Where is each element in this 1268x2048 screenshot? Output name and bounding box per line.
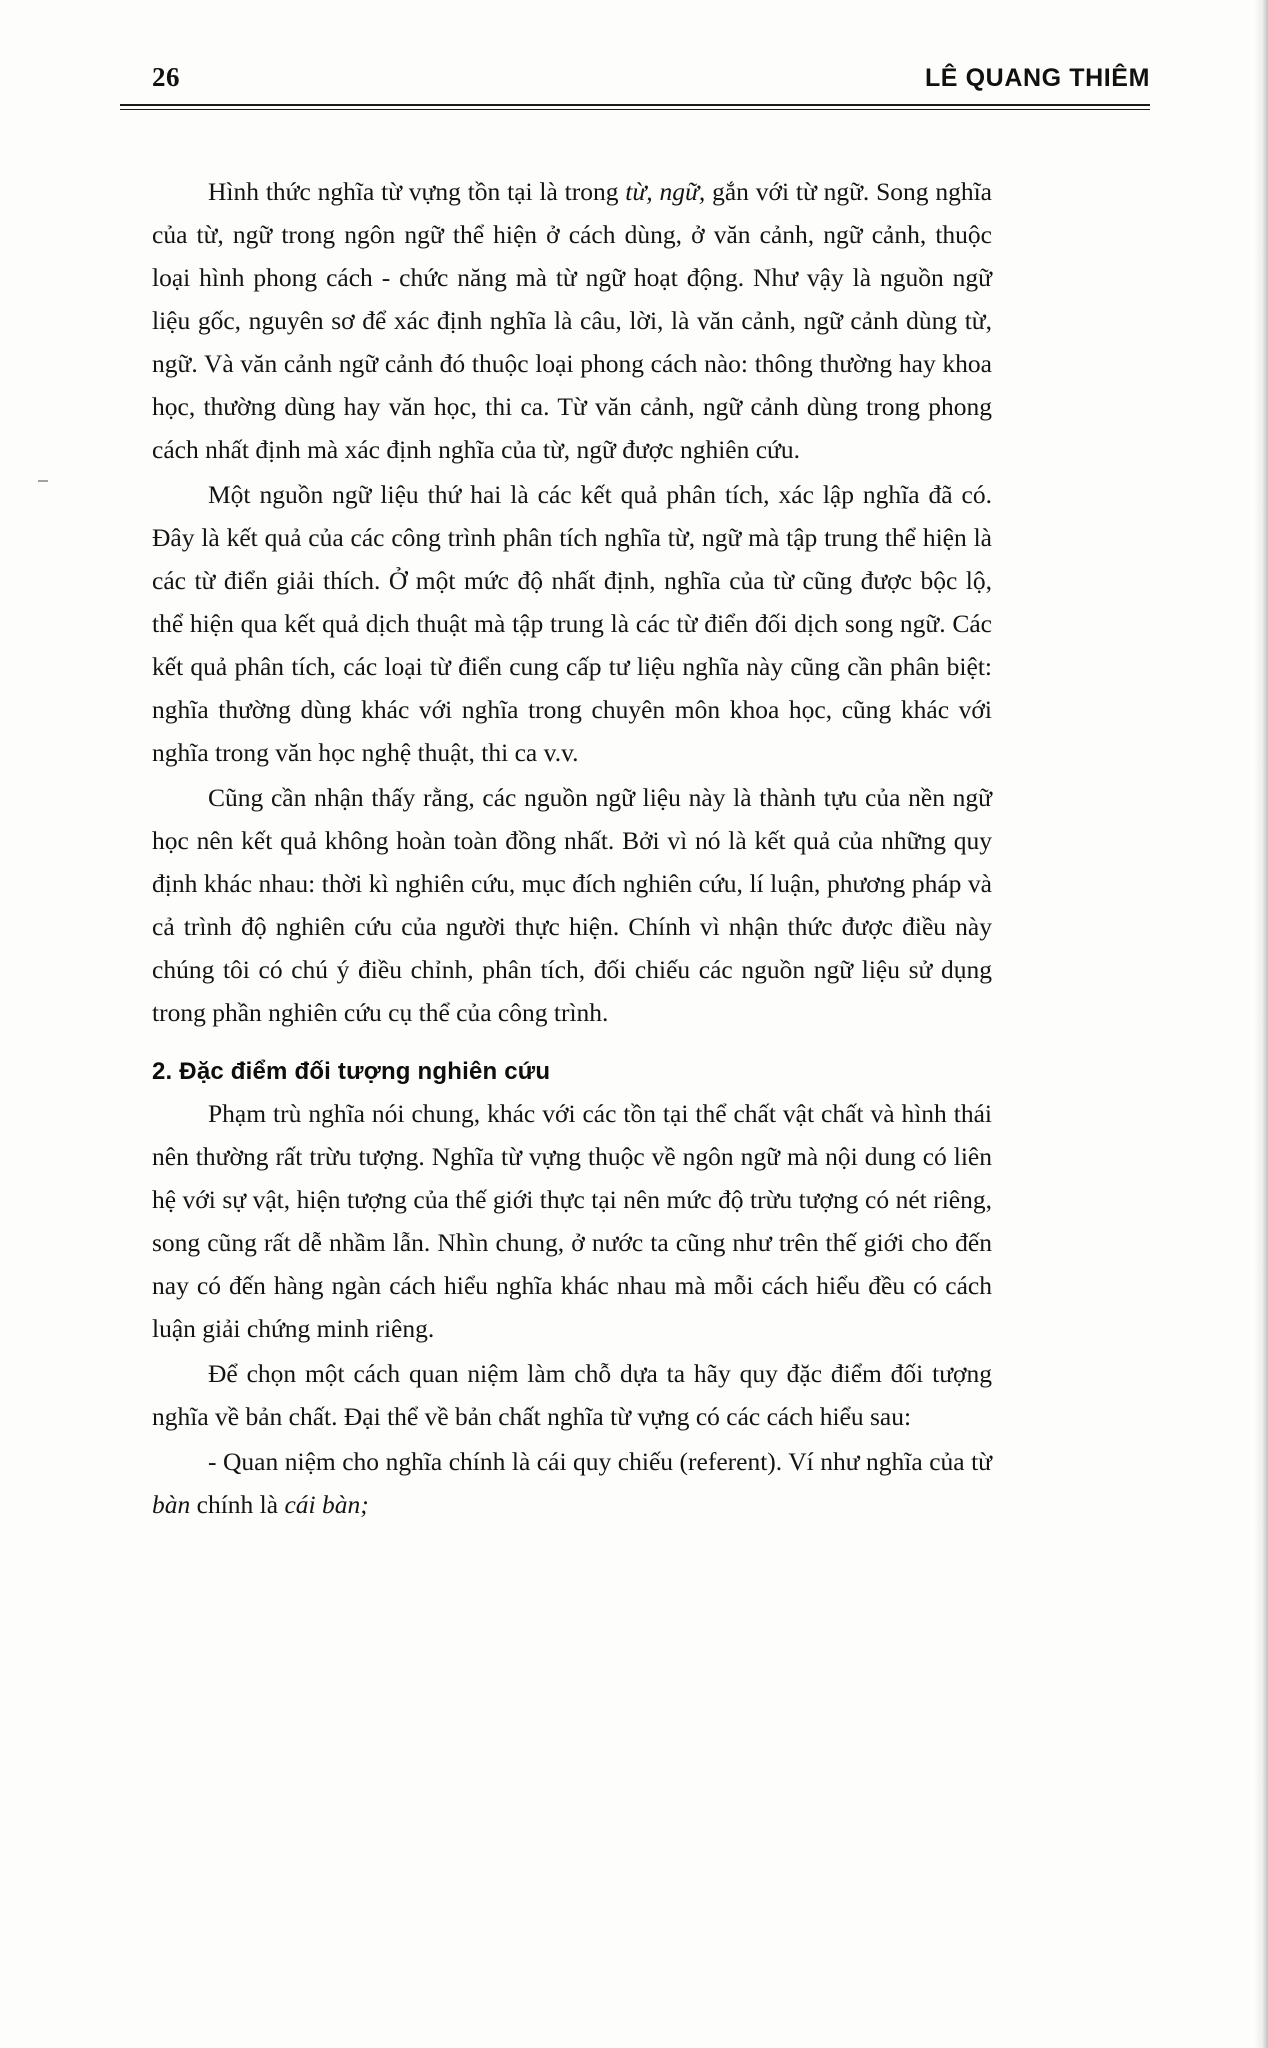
page-number: 26 <box>152 62 180 92</box>
section-heading: 2. Đặc điểm đối tượng nghiên cứu <box>152 1058 551 1085</box>
scan-edge-shadow <box>1254 0 1268 2048</box>
paragraph-2: Một nguồn ngữ liệu thứ hai là các kết quả phân tích, xác lập nghĩa đã có. Đây là kết quả của các công trình phân tích nghĩa từ, ngữ mà tập trung thể hiện là các từ điển giải thích. Ở một mức độ nhất định, nghĩa của từ cũng được bộc lộ, thể hiện qua kết quả dịch thuật mà tập trung là các từ điển đối dịch song ngữ. Các kết quả phân tích, các loại từ điển cung cấp tư liệu nghĩa này cũng cần phân biệt: nghĩa thường dùng khác với nghĩa trong chuyên môn khoa học, cũng khác với nghĩa trong văn học nghệ thuật, thi ca v.v. <box>152 480 992 767</box>
paragraph-1: Hình thức nghĩa từ vựng tồn tại là trong từ, ngữ, gắn với từ ngữ. Song nghĩa của từ, ngữ trong ngôn ngữ thể hiện ở cách dùng, ở văn cảnh, ngữ cảnh, thuộc loại hình phong cách - chức năng mà từ ngữ hoạt động. Như vậy là nguồn ngữ liệu gốc, nguyên sơ để xác định nghĩa là câu, lời, là văn cảnh, ngữ cảnh dùng từ, ngữ. Và văn cảnh ngữ cảnh đó thuộc loại phong cách nào: thông thường hay khoa học, thường dùng hay văn học, thi ca. Từ văn cảnh, ngữ cảnh dùng trong phong cách nhất định mà xác định nghĩa của từ, ngữ được nghiên cứu. <box>152 177 993 464</box>
paragraph-3: Cũng cần nhận thấy rằng, các nguồn ngữ liệu này là thành tựu của nền ngữ học nên kết quả không hoàn toàn đồng nhất. Bởi vì nó là kết quả của những quy định khác nhau: thời kì nghiên cứu, mục đích nghiên cứu, lí luận, phương pháp và cả trình độ nghiên cứu của người thực hiện. Chính vì nhận thức được điều này chúng tôi có chú ý điều chỉnh, phân tích, đối chiếu các nguồn ngữ liệu sử dụng trong phần nghiên cứu cụ thể của công trình. <box>152 783 992 1027</box>
page-header <box>120 62 1150 108</box>
page-body <box>152 170 992 1528</box>
paragraph-6-bullet: - Quan niệm cho nghĩa chính là cái quy chiếu (referent). Ví như nghĩa của từ bàn chính là cái bàn; <box>152 1447 992 1519</box>
paragraph-5: Để chọn một cách quan niệm làm chỗ dựa ta hãy quy đặc điểm đối tượng nghĩa về bản chất. Đại thể về bản chất nghĩa từ vựng có các cách hiểu sau: <box>152 1359 992 1431</box>
paragraph-4: Phạm trù nghĩa nói chung, khác với các tồn tại thể chất vật chất và hình thái nên thường rất trừu tượng. Nghĩa từ vựng thuộc về ngôn ngữ mà nội dung có liên hệ với sự vật, hiện tượng của thế giới thực tại nên mức độ trừu tượng có nét riêng, song cũng rất dễ nhầm lẫn. Nhìn chung, ở nước ta cũng như trên thế giới cho đến nay có đến hàng ngàn cách hiểu nghĩa khác nhau mà mỗi cách hiểu đều có cách luận giải chứng minh riêng. <box>152 1099 992 1343</box>
header-rule-thick <box>120 104 1150 106</box>
scan-artifact-mark <box>38 480 48 482</box>
header-rule-thin <box>120 109 1150 110</box>
running-head-author: LÊ QUANG THIÊM <box>924 64 1150 92</box>
